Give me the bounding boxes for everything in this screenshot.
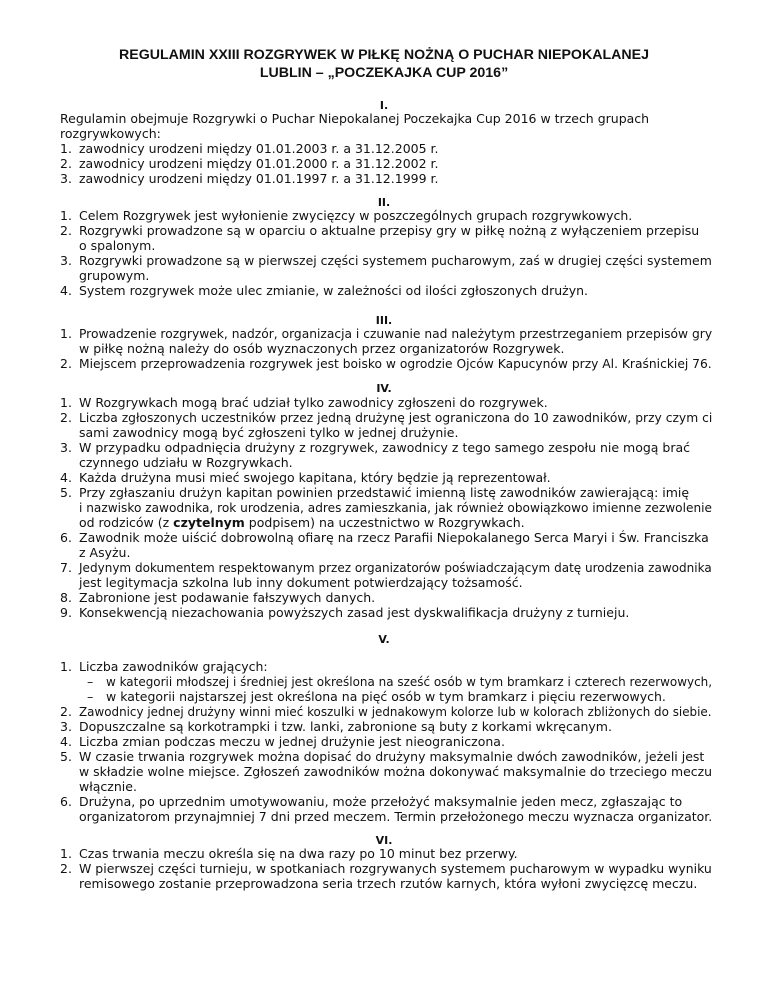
section-heading: VI. xyxy=(375,834,393,847)
list-item: Zawodnik może uiścić dobrowolną ofiarę na rzecz Parafii Niepokalanego Serca Maryi i Św. Franciszka xyxy=(79,530,709,545)
list-item-continuation: o spalonym. xyxy=(79,238,156,253)
item-number: 7. xyxy=(60,560,72,575)
list-item: Czas trwania meczu określa się na dwa razy po 10 minut bez przerwy. xyxy=(79,846,518,861)
list-item: Jedynym dokumentem respektowanym przez organizatorów poświadczającym datę urodzenia zawodnika xyxy=(79,560,712,575)
list-item-continuation: remisowego zostanie przeprowadzona seria trzech rzutów karnych, która wyłoni zwycięzcę meczu. xyxy=(79,876,698,891)
paragraph: Regulamin obejmuje Rozgrywki o Puchar Niepokalanej Poczekajka Cup 2016 w trzech grupach xyxy=(60,111,650,126)
item-number: 2. xyxy=(60,861,72,876)
list-item-continuation xyxy=(79,515,525,530)
item-number: 4. xyxy=(60,734,72,749)
list-item: Liczba zawodników grających: xyxy=(79,659,268,674)
list-item: Każda drużyna musi mieć swojego kapitana, który będzie ją reprezentował. xyxy=(79,470,551,485)
list-item: Prowadzenie rozgrywek, nadzór, organizacja i czuwanie nad należytym przestrzeganiem przepisów gry xyxy=(79,326,713,341)
item-number: 9. xyxy=(60,605,72,620)
item-number: 8. xyxy=(60,590,72,605)
item-number: 1. xyxy=(60,395,72,410)
list-item: W pierwszej części turnieju, w spotkaniach rozgrywanych systemem pucharowym w wypadku wyniku xyxy=(79,861,712,876)
text-run: podpisem) na uczestnictwo w Rozgrywkach. xyxy=(244,515,525,530)
list-item: Drużyna, po uprzednim umotywowaniu, może przełożyć maksymalnie jeden mecz, zgłaszając to xyxy=(79,794,683,809)
list-item: zawodnicy urodzeni między 01.01.1997 r. a 31.12.1999 r. xyxy=(79,171,439,186)
item-number: 2. xyxy=(60,704,72,719)
section-heading: V. xyxy=(378,633,390,646)
list-item-continuation: i nazwisko zawodnika, rok urodzenia, adres zamieszkania, jak również obowiązkowo imienne zezwolenie xyxy=(79,500,712,515)
list-item: Rozgrywki prowadzone są w pierwszej części systemem pucharowym, zaś w drugiej części systemem xyxy=(79,253,712,268)
item-number: 5. xyxy=(60,485,72,500)
item-number: 2. xyxy=(60,356,72,371)
text-run: od rodziców (z xyxy=(79,515,174,530)
item-number: 2. xyxy=(60,156,72,171)
item-number: 1. xyxy=(60,141,72,156)
document-title xyxy=(60,46,708,82)
item-number: 2. xyxy=(60,223,72,238)
item-number: 3. xyxy=(60,253,72,268)
paragraph: rozgrywkowych: xyxy=(60,126,161,141)
list-item: Liczba zmian podczas meczu w jednej drużynie jest nieograniczona. xyxy=(79,734,505,749)
list-item: zawodnicy urodzeni między 01.01.2000 r. a 31.12.2002 r. xyxy=(79,156,439,171)
section-heading: IV. xyxy=(376,382,392,395)
list-item-continuation: w piłkę nożną należy do osób wyznaczonych przez organizatorów Rozgrywek. xyxy=(79,341,565,356)
item-number: 6. xyxy=(60,794,72,809)
list-item: W czasie trwania rozgrywek można dopisać do drużyny maksymalnie dwóch zawodników, jeżeli jest xyxy=(79,749,705,764)
list-item-continuation: z Asyżu. xyxy=(79,545,131,560)
item-number: 6. xyxy=(60,530,72,545)
section-heading: I. xyxy=(379,99,389,112)
list-item: Przy zgłaszaniu drużyn kapitan powinien przedstawić imienną listę zawodników zawierającą: imię xyxy=(79,485,690,500)
list-item-continuation: organizatorom przynajmniej 7 dni przed meczem. Termin przełożonego meczu wyznacza organizator. xyxy=(79,809,713,824)
item-number: 1. xyxy=(60,846,72,861)
list-item: W przypadku odpadnięcia drużyny z rozgrywek, zawodnicy z tego samego zespołu nie mogą brać xyxy=(79,440,691,455)
section-heading: III. xyxy=(375,314,393,327)
list-item-continuation: czynnego udziału w Rozgrywkach. xyxy=(79,455,293,470)
list-item: Zabronione jest podawanie fałszywych danych. xyxy=(79,590,376,605)
section-heading: II. xyxy=(377,196,391,209)
item-number: 3. xyxy=(60,440,72,455)
list-item: Rozgrywki prowadzone są w oparciu o aktualne przepisy gry w piłkę nożną z wyłączeniem przepisu xyxy=(79,223,700,238)
list-item-continuation: włącznie. xyxy=(79,779,137,794)
sub-item: w kategorii młodszej i średniej jest określona na sześć osób w tym bramkarz i czterech rezerwowych, xyxy=(106,674,713,689)
dash-bullet: – xyxy=(87,689,94,704)
list-item: Liczba zgłoszonych uczestników przez jedną drużynę jest ograniczona do 10 zawodników, przy czym ci xyxy=(79,410,713,425)
item-number: 1. xyxy=(60,659,72,674)
title-line-2: LUBLIN – „POCZEKAJKA CUP 2016” xyxy=(259,65,509,81)
item-number: 2. xyxy=(60,410,72,425)
bold-text: czytelnym xyxy=(173,515,245,530)
item-number: 4. xyxy=(60,283,72,298)
dash-bullet: – xyxy=(87,674,94,689)
item-number: 1. xyxy=(60,326,72,341)
list-item-continuation: w składzie wolne miejsce. Zgłoszeń zawodników można dokonywać maksymalnie do trzeciego meczu xyxy=(79,764,713,779)
list-item-continuation: grupowym. xyxy=(79,268,150,283)
item-number: 3. xyxy=(60,719,72,734)
list-item: Zawodnicy jednej drużyny winni mieć koszulki w jednakowym kolorze lub w kolorach zbliżonych do siebie. xyxy=(79,704,712,719)
item-number: 5. xyxy=(60,749,72,764)
list-item: Celem Rozgrywek jest wyłonienie zwycięzcy w poszczególnych grupach rozgrywkowych. xyxy=(79,208,633,223)
list-item-continuation: jest legitymacja szkolna lub inny dokument potwierdzający tożsamość. xyxy=(79,575,523,590)
list-item-continuation: sami zawodnicy mogą być zgłoszeni tylko w jednej drużynie. xyxy=(79,425,459,440)
list-item: Konsekwencją niezachowania powyższych zasad jest dyskwalifikacja drużyny z turnieju. xyxy=(79,605,630,620)
list-item: W Rozgrywkach mogą brać udział tylko zawodnicy zgłoszeni do rozgrywek. xyxy=(79,395,548,410)
list-item: zawodnicy urodzeni między 01.01.2003 r. a 31.12.2005 r. xyxy=(79,141,439,156)
list-item: Dopuszczalne są korkotrampki i tzw. lanki, zabronione są buty z korkami wkręcanym. xyxy=(79,719,612,734)
item-number: 4. xyxy=(60,470,72,485)
list-item: System rozgrywek może ulec zmianie, w zależności od ilości zgłoszonych drużyn. xyxy=(79,283,589,298)
title-line-1: REGULAMIN XXIII ROZGRYWEK W PIŁKĘ NOŻNĄ O PUCHAR NIEPOKALANEJ xyxy=(119,47,649,63)
item-number: 1. xyxy=(60,208,72,223)
sub-item: w kategorii najstarszej jest określona na pięć osób w tym bramkarz i pięciu rezerwowych. xyxy=(106,689,666,704)
list-item: Miejscem przeprowadzenia rozgrywek jest boisko w ogrodzie Ojców Kapucynów przy Al. Kraśnickiej 76. xyxy=(79,356,712,371)
item-number: 3. xyxy=(60,171,72,186)
